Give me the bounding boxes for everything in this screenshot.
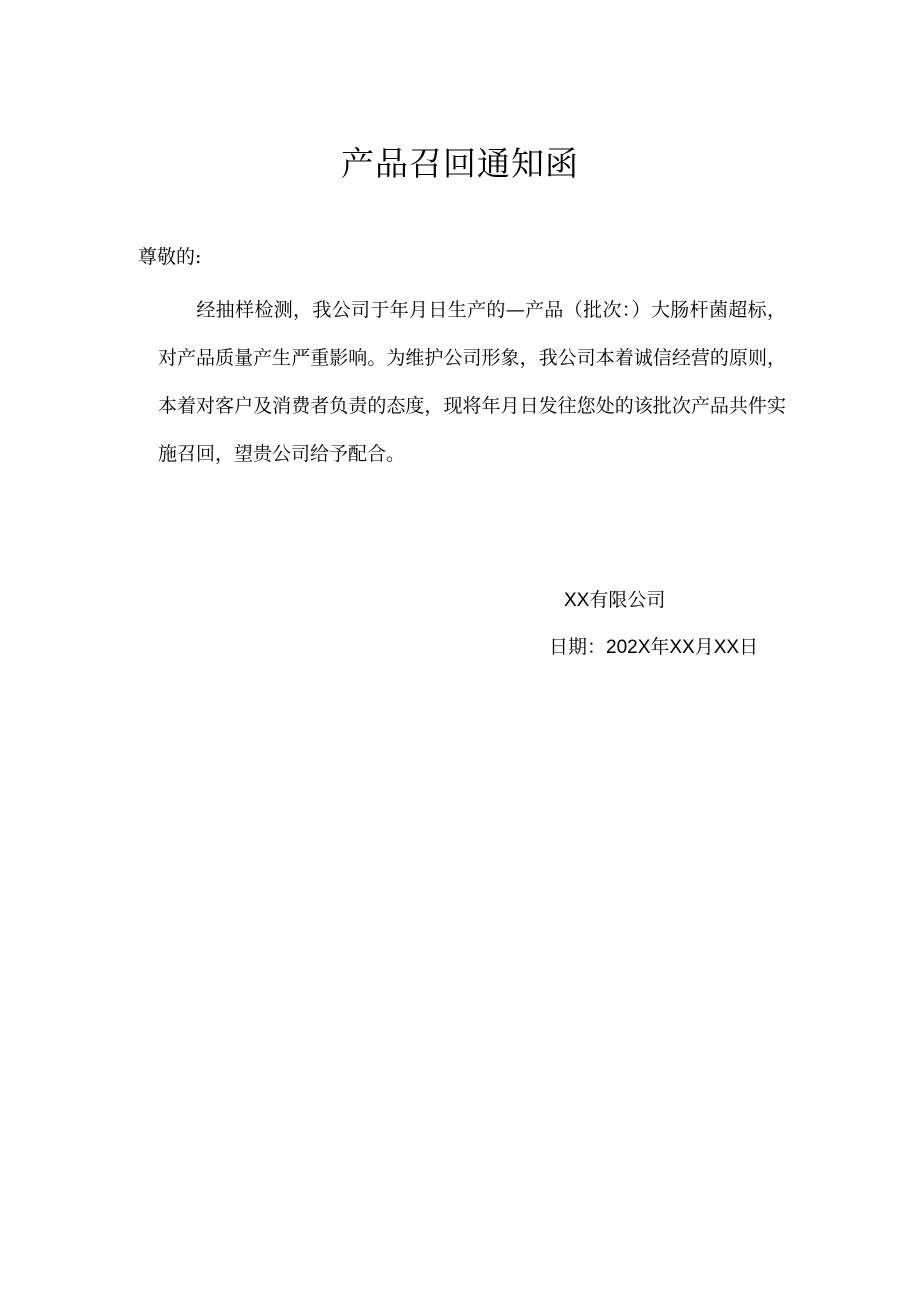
body-text: 经抽样检测，我公司于年月日生产的—产品（批次：）大肠杆菌超标，对产品质量产生严重影响。为维护公司形象，我公司本着诚信经营的原则，本着对客户及消费者负责的态度，现将年月日发往您处的该批次产品共件实施召回，望贵公司给予配合。 bbox=[158, 299, 786, 465]
company-name: XX有限公司 bbox=[564, 590, 666, 611]
salutation: 尊敬的: bbox=[138, 246, 202, 268]
body-paragraph bbox=[158, 286, 786, 478]
document-title: 产品召回通知函 bbox=[341, 144, 579, 183]
signature-date: 日期：202X年XX月XX日 bbox=[549, 637, 759, 658]
